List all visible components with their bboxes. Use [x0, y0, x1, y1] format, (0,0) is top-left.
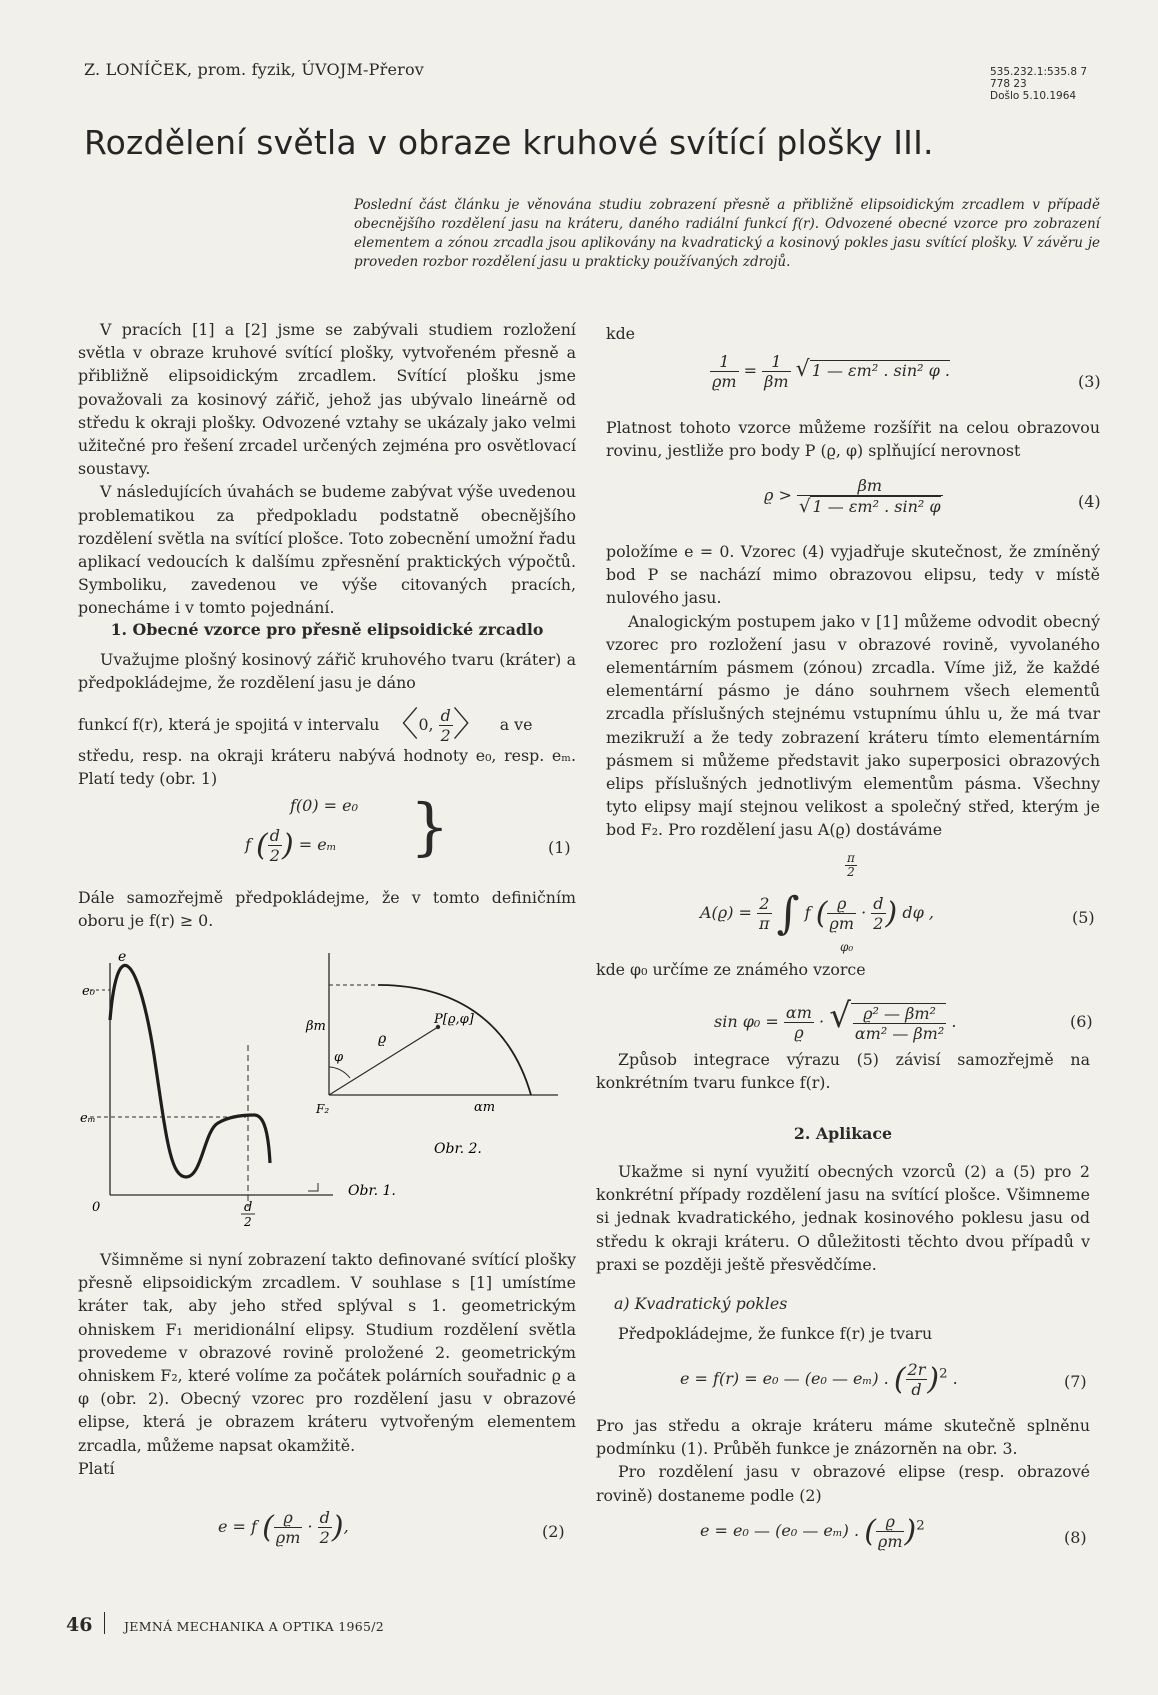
eq2-frac2-num: d — [319, 1508, 330, 1527]
right-p10 — [596, 1160, 1090, 1276]
eq2-dot: · — [307, 1517, 313, 1536]
eq7-lhs: e = f(r) = e₀ — (e₀ — eₘ) . — [680, 1369, 889, 1388]
eq2-number: (2) — [542, 1522, 565, 1541]
interval-bracket-left: 〈 — [384, 704, 419, 745]
paragraph-distribution: Pro rozdělení jasu v obrazové elipse (resp. obrazové rovině) dostaneme podle (2) — [596, 1462, 1090, 1505]
eq1-rhs: = eₘ — [298, 835, 337, 854]
eq7-frac-num: 2r — [907, 1360, 926, 1379]
eq5-number: (5) — [1072, 908, 1095, 927]
fig1-caption-pointer — [308, 1183, 318, 1191]
eq6-root-den: αm² — βm² — [854, 1023, 945, 1043]
received-date: Došlo 5.10.1964 — [990, 90, 1077, 102]
left-column-p3c — [78, 744, 576, 790]
integral-sign: ∫ — [776, 888, 800, 939]
interval-text-post: a ve — [499, 715, 533, 734]
eq3-lhs-den: ϱm — [712, 372, 737, 391]
eq4-num: βm — [797, 476, 943, 496]
sqrt-sign: √ — [795, 357, 810, 382]
eq6-root-num: ϱ² — βm² — [853, 1004, 946, 1024]
eq5-frac-coef — [757, 894, 772, 933]
right-p7-p8 — [606, 540, 1100, 842]
paragraph-imaging: Všimněme si nyní zobrazení takto definované svítící plošky přesně elipsoidickým zrcadlem. V souhlase s [1] umístíme kráter tak, aby jeho střed splýval s 1. geometrickým ohniskem F₁ meridionální elipsy. Studium rozdělení světla provedeme v obrazové rovině proložené 2. geometrickým ohniskem F₂, které volíme za počátek polárních souřadnic ϱ a φ (obr. 2). Obecný vzorec pro rozdělení jasu v obrazové elipse, která je obrazem kráteru vytvořeným elementem zrcadla, můžeme napsat okamžitě. — [78, 1250, 576, 1455]
eq3: $\frac{1}{ϱm}$ = $\frac{1}{\beta m}$ √ 1 — εm² . sin² φ . — [712, 352, 950, 391]
eq5-upper-limit — [845, 852, 857, 879]
eq7-frac — [906, 1360, 928, 1399]
eq1-line2 — [245, 826, 337, 865]
fig1-zero-label: 0 — [92, 1200, 101, 1215]
eq4-root: 1 — εm² . sin² φ — [812, 497, 941, 516]
eq6-frac-1 — [784, 1003, 814, 1042]
eq5-lhs: A(ϱ) = — [700, 903, 752, 922]
eq1-line1: f(0) = e₀ — [290, 796, 359, 815]
paren-left: ( — [893, 1362, 906, 1397]
eq5-upper-den: 2 — [847, 865, 855, 879]
left-column-p3 — [78, 648, 576, 694]
eq3-rhs-den: βm — [764, 372, 789, 391]
eq6-frac1-num: αm — [785, 1003, 812, 1022]
paragraph-intro: V pracích [1] a [2] jsme se zabývali studiem rozložení světla v obraze kruhové svítící plošky, vytvořeném přesně a přibližně elipsoidickým zrcadlem. Svítící plošku jsme považovali za kosinový zářič, jehož jas ubývalo lineárně od středu k okraji plošky. Odvozené vztahy se ukázaly jako velmi užitečné pro řešení zrcadel určených zejména pro osvětlovací soustavy. — [78, 320, 576, 479]
fig1-two-label: 2 — [244, 1215, 252, 1229]
eq5-f: f — [804, 903, 811, 922]
eq5-frac1-num: ϱ — [827, 894, 856, 914]
fig2-phi-label: φ — [334, 1050, 344, 1065]
right-p6 — [606, 416, 1100, 462]
eq8-exponent: 2 — [916, 1518, 925, 1534]
paragraph-scope: V následujících úvahách se budeme zabývat výše uvedenou problematikou za předpokladu podstatně obecnějšího rozdělení světla na svítící plošce. Toto zobecnění umožní řadu aplikací vedoucích k dalšímu zpřesnění praktických výpočtů. Symboliku, zavedenou ve výše citovaných pracích, ponecháme i v tomto pojednání. — [78, 482, 576, 618]
eq5-frac-2 — [871, 894, 885, 933]
paren-right: ) — [281, 828, 294, 863]
paren-left: ( — [262, 1510, 274, 1545]
paragraph-domain: Dále samozřejmě předpokládejme, že v tomto definičním oboru je f(r) ≥ 0. — [78, 888, 576, 931]
eq3-rhs-num: 1 — [762, 352, 790, 372]
paren-right: ) — [904, 1514, 917, 1549]
fig1-em-label: eₘ — [80, 1111, 96, 1126]
paren-left: ( — [815, 896, 828, 931]
right-kde2 — [596, 958, 1090, 981]
paren-left: ( — [864, 1514, 876, 1549]
page-number: 46 — [66, 1614, 93, 1636]
fig1-curve — [110, 965, 270, 1177]
plati-label: Platí — [78, 1458, 115, 1478]
frac-den-2: 2 — [440, 726, 451, 745]
paren-left: ( — [256, 828, 268, 863]
eq5-upper-num: π — [847, 851, 855, 865]
eq8-frac — [876, 1512, 905, 1551]
figures-1-2 — [78, 945, 576, 1230]
eq8-frac-den: ϱm — [877, 1532, 903, 1551]
eq4-frac — [797, 476, 943, 516]
left-column-top — [78, 318, 576, 620]
interval-line — [78, 706, 576, 745]
eq5-coef-num: 2 — [757, 894, 772, 914]
eq7-number: (7) — [1064, 1372, 1087, 1391]
eq8-number: (8) — [1064, 1528, 1087, 1547]
paragraph-values: středu, resp. na okraji kráteru nabývá hodnoty e₀, resp. eₘ. Platí tedy (obr. 1) — [78, 746, 576, 789]
right-p11 — [596, 1322, 1090, 1345]
eq1-frac-num: d — [269, 826, 280, 845]
paragraph-application: Ukažme si nyní využití obecných vzorců (2) a (5) pro 2 konkrétní případy rozdělení jasu na svítící plošce. Všimneme si jednak kvadratického, jednak kosinového poklesu jasu od středu k okraji kráteru. O důležitosti těchto dvou případů v praxi se později ještě přesvědčíme. — [596, 1162, 1090, 1274]
fig2-am-label: αm — [474, 1100, 496, 1115]
fig2-ellipse-quadrant — [378, 985, 531, 1095]
eq4-number: (4) — [1078, 492, 1101, 511]
eq6-number: (6) — [1070, 1012, 1093, 1031]
eq2 — [218, 1508, 349, 1547]
udc-line-1: 535.232.1:535.8 7 — [990, 66, 1088, 78]
left-column-p5 — [78, 1248, 576, 1480]
eq5-lower-limit: φ₀ — [840, 940, 854, 954]
eq5 — [700, 888, 934, 939]
frac-num-d: d — [440, 706, 451, 725]
udc-code — [990, 66, 1087, 102]
paragraph-zone: Analogickým postupem jako v [1] můžeme odvodit obecný vzorec pro rozložení jasu v obrazové rovině, vyvolaného elementárním pásmem (zónou) zrcadla. Víme již, že každé elementární pásmo je dáno souhrnem všech elementů zrcadla příslušných stejnému vstupnímu úhlu u, že má tvar mezikruží a že tedy zobrazení kráteru tímto elementárním pásmem si můžeme představit jako superposici obrazových elips příslušných jednotlivým elementům pásma. Všechny tyto elipsy mají stejnou velikost a společný střed, kterým je bod F₂. Pro rozdělení jasu A(ϱ) dostáváme — [606, 611, 1100, 840]
footer-divider — [104, 1612, 105, 1634]
eq5-upper-frac — [845, 852, 857, 879]
paragraph-assume-form: Předpokládejme, že funkce f(r) je tvaru — [618, 1324, 933, 1343]
eq6-lhs: sin φ₀ = — [714, 1012, 779, 1031]
eq2-frac-2 — [318, 1508, 332, 1547]
interval-fraction — [439, 706, 453, 745]
fig1-e0-label: e₀ — [82, 984, 95, 999]
sqrt-sign: √ — [829, 996, 851, 1036]
eq2-frac2-den: 2 — [319, 1528, 330, 1547]
eq1-number: (1) — [548, 838, 571, 857]
eq1-brace: } — [410, 790, 450, 863]
eq4-lhs: ϱ > — [764, 485, 792, 505]
paragraph-validity: Platnost tohoto vzorce můžeme rozšířit na celou obrazovou rovinu, jestliže pro body P (ϱ, φ) splňující nerovnost — [606, 418, 1100, 461]
interval-bracket-right: 〉 — [452, 704, 487, 745]
eq3-frac-rhs — [762, 352, 790, 391]
eq3-frac-lhs — [710, 352, 739, 391]
kde-phi0: kde φ₀ určíme ze známého vzorce — [596, 960, 866, 979]
eq5-frac-1 — [827, 894, 856, 933]
section-heading-2: 2. Aplikace — [793, 1124, 893, 1143]
right-p12-p13 — [596, 1414, 1090, 1507]
eq8 — [700, 1512, 925, 1551]
eq5-frac2-num: d — [873, 894, 884, 913]
eq2-frac-1 — [274, 1508, 303, 1547]
eq5-frac1-den: ϱm — [829, 914, 854, 933]
eq6-dot: · — [819, 1012, 825, 1031]
subsection-a: a) Kvadratický pokles — [614, 1294, 788, 1313]
paren-right: ) — [927, 1362, 940, 1397]
eq1-fraction — [268, 826, 282, 865]
eq6: sin φ₀ = $\frac{\alpha m}{ϱ}$ · √ $\frac{\text{ϱ² — βm²}}{\text{αm² — βm²}}$ . — [714, 996, 957, 1043]
paren-right: ) — [885, 896, 898, 931]
eq1-frac-den: 2 — [269, 846, 280, 865]
interval-text-pre: funkcí f(r), která je spojitá v intervalu — [78, 715, 380, 734]
section-heading-1: 1. Obecné vzorce pro přesně elipsoidické zrcadlo — [110, 620, 544, 639]
eq3-root: 1 — εm² . sin² φ . — [811, 361, 950, 380]
eq7-frac-den: d — [911, 1380, 922, 1399]
eq1-f: f — [245, 835, 251, 854]
article-title: Rozdělení světla v obraze kruhové svítící plošky III. — [84, 123, 934, 162]
left-column-p4 — [78, 886, 576, 932]
fig2-p-label: P[ϱ,φ] — [434, 1012, 474, 1027]
fig2-phi-arc — [329, 1067, 350, 1078]
paragraph-assume: Uvažujme plošný kosinový zářič kruhového tvaru (kráter) a předpokládejme, že rozdělení jasu je dáno — [78, 650, 576, 693]
eq5-frac2-den: 2 — [873, 914, 884, 933]
eq5-dot: · — [861, 903, 867, 922]
paragraph-zero-brightness: položíme e = 0. Vzorec (4) vyjadřuje skutečnost, že zmíněný bod P se nachází mimo obrazovou elipsu, tedy v místě nulového jasu. — [606, 542, 1100, 608]
fig2-bm-label: βm — [306, 1019, 326, 1034]
eq2-frac1-den: ϱm — [275, 1528, 301, 1547]
eq8-lhs: e = e₀ — (e₀ — eₘ) . — [700, 1521, 860, 1540]
paragraph-integration: Způsob integrace výrazu (5) závisí samozřejmě na konkrétním tvaru funkce f(r). — [596, 1050, 1090, 1093]
abstract: Poslední část článku je věnována studiu zobrazení přesně a přibližně elipsoidickým zrcadlem v případě obecnějšího rozdělení jasu na kráteru, daného radiální funkcí f(r). Odvozené obecné vzorce pro zobrazení elementem a zónou zrcadla jsou aplikovány na kvadratický a kosinový pokles jasu svítící plošky. V závěru je proveden rozbor rozdělení jasu u prakticky používaných zdrojů. — [354, 197, 1100, 270]
eq7-exponent: 2 — [939, 1366, 948, 1382]
author-line: Z. LONÍČEK, prom. fyzik, ÚVOJM-Přerov — [84, 60, 425, 79]
right-p9 — [596, 1048, 1090, 1094]
kde-label: kde — [606, 324, 636, 343]
eq5-coef-den: π — [759, 914, 770, 933]
eq5-tail: dφ , — [902, 903, 934, 922]
paragraph-condition: Pro jas středu a okraje kráteru máme skutečně splněnu podmínku (1). Průběh funkce je znázorněn na obr. 3. — [596, 1416, 1090, 1459]
eq4 — [764, 476, 943, 516]
sqrt-sign: √ — [799, 496, 811, 517]
eq3-number: (3) — [1078, 372, 1101, 391]
eq3-lhs-num: 1 — [710, 352, 739, 372]
eq7: e = f(r) = e₀ — (e₀ — eₘ) . ( $\frac{2r}{d}$ )$^2$ . — [680, 1360, 958, 1399]
eq8-frac-num: ϱ — [876, 1512, 905, 1532]
eq4-den — [797, 496, 943, 516]
eq2-lhs: e = f — [218, 1517, 257, 1536]
journal-name: JEMNÁ MECHANIKA A OPTIKA 1965/2 — [124, 1619, 385, 1634]
eq2-comma: , — [343, 1517, 349, 1536]
fig2-f2-label: F₂ — [316, 1102, 330, 1116]
eq6-frac1-den: ϱ — [794, 1023, 804, 1042]
fig2-rho-label: ϱ — [378, 1031, 387, 1047]
eq6-root-frac — [851, 1003, 946, 1043]
fig1-e-label: e — [118, 949, 127, 965]
fig1-caption: Obr. 1. — [348, 1183, 396, 1199]
paren-right: ) — [331, 1510, 344, 1545]
interval-zero: 0, — [418, 715, 434, 734]
fig2-caption: Obr. 2. — [434, 1141, 482, 1157]
udc-line-2: 778 23 — [990, 78, 1027, 90]
eq2-frac1-num: ϱ — [274, 1508, 303, 1528]
fig1-d-label: d — [244, 1200, 253, 1215]
